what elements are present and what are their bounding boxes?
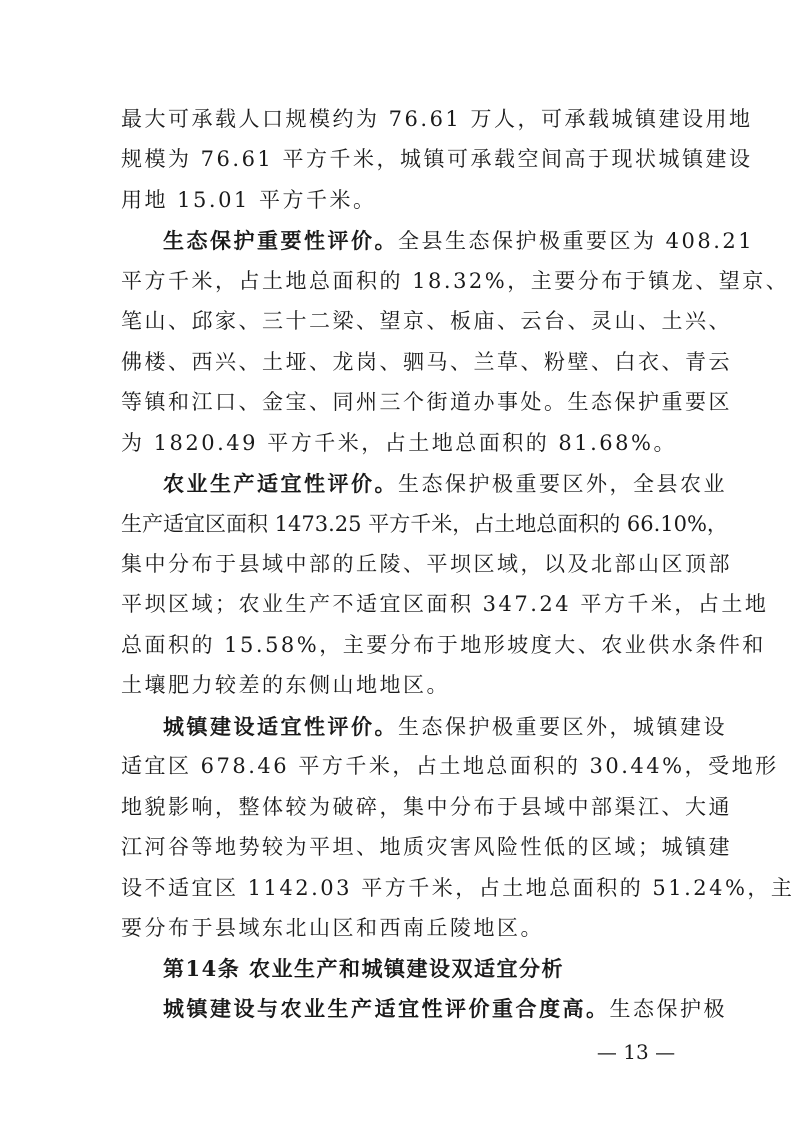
body-text-line: 土壤肥力较差的东侧山地地区。 (121, 673, 450, 697)
body-text-line: 等镇和江口、金宝、同州三个街道办事处。生态保护重要区 (121, 390, 732, 414)
body-text-line: 江河谷等地势较为平坦、地质灾害风险性低的区域；城镇建 (121, 835, 732, 859)
section-heading: 城镇建设与农业生产适宜性评价重合度高。 (163, 996, 610, 1021)
paragraph-first-line (163, 470, 727, 498)
body-text-line: 最大可承载人口规模约为 76.61 万人，可承载城镇建设用地 (121, 107, 753, 131)
body-text-line: 设不适宜区 1142.03 平方千米，占土地总面积的 51.24%，主 (121, 876, 794, 900)
paragraph-first-line (163, 995, 727, 1023)
paragraph-first-line (163, 713, 727, 741)
body-text-line: 佛楼、西兴、土垭、龙岗、驷马、兰草、粉壁、白衣、青云 (121, 350, 732, 374)
section-heading: 城镇建设适宜性评价。 (163, 714, 398, 739)
body-text: 生态保护极重要区外，城镇建设 (398, 715, 727, 739)
body-text-line: 适宜区 678.46 平方千米，占土地总面积的 30.44%，受地形 (121, 754, 779, 778)
body-text: 生态保护极 (609, 997, 727, 1021)
body-text: 全县生态保护极重要区为 408.21 (398, 229, 755, 253)
section-heading: 农业生产适宜性评价。 (163, 471, 398, 496)
body-text-line: 集中分布于县域中部的丘陵、平坝区域，以及北部山区顶部 (121, 552, 732, 576)
body-text-line: 平方千米，占土地总面积的 18.32%，主要分布于镇龙、望京、 (121, 269, 790, 293)
body-text-line: 笔山、邱家、三十二梁、望京、板庙、云台、灵山、土兴、 (121, 309, 732, 333)
page-number: — 13 — (596, 1040, 676, 1064)
paragraph-first-line (163, 227, 755, 255)
body-text-line: 用地 15.01 平方千米。 (121, 188, 377, 212)
body-text-line: 平坝区域；农业生产不适宜区面积 347.24 平方千米，占土地 (121, 592, 769, 616)
section-heading: 生态保护重要性评价。 (163, 228, 398, 253)
body-text: 生态保护极重要区外，全县农业 (398, 472, 727, 496)
body-text-line: 为 1820.49 平方千米，占土地总面积的 81.68%。 (121, 431, 677, 455)
body-text-line: 要分布于县域东北山区和西南丘陵地区。 (121, 916, 544, 940)
body-text-line: 地貌影响，整体较为破碎，集中分布于县域中部渠江、大通 (121, 795, 732, 819)
body-text-line: 生产适宜区面积 1473.25 平方千米，占土地总面积的 66.10%， (121, 512, 728, 536)
body-text-line: 规模为 76.61 平方千米，城镇可承载空间高于现状城镇建设 (121, 147, 753, 171)
body-text-line: 总面积的 15.58%，主要分布于地形坡度大、农业供水条件和 (121, 633, 766, 657)
article-heading: 第14条 农业生产和城镇建设双适宜分析 (163, 956, 565, 981)
